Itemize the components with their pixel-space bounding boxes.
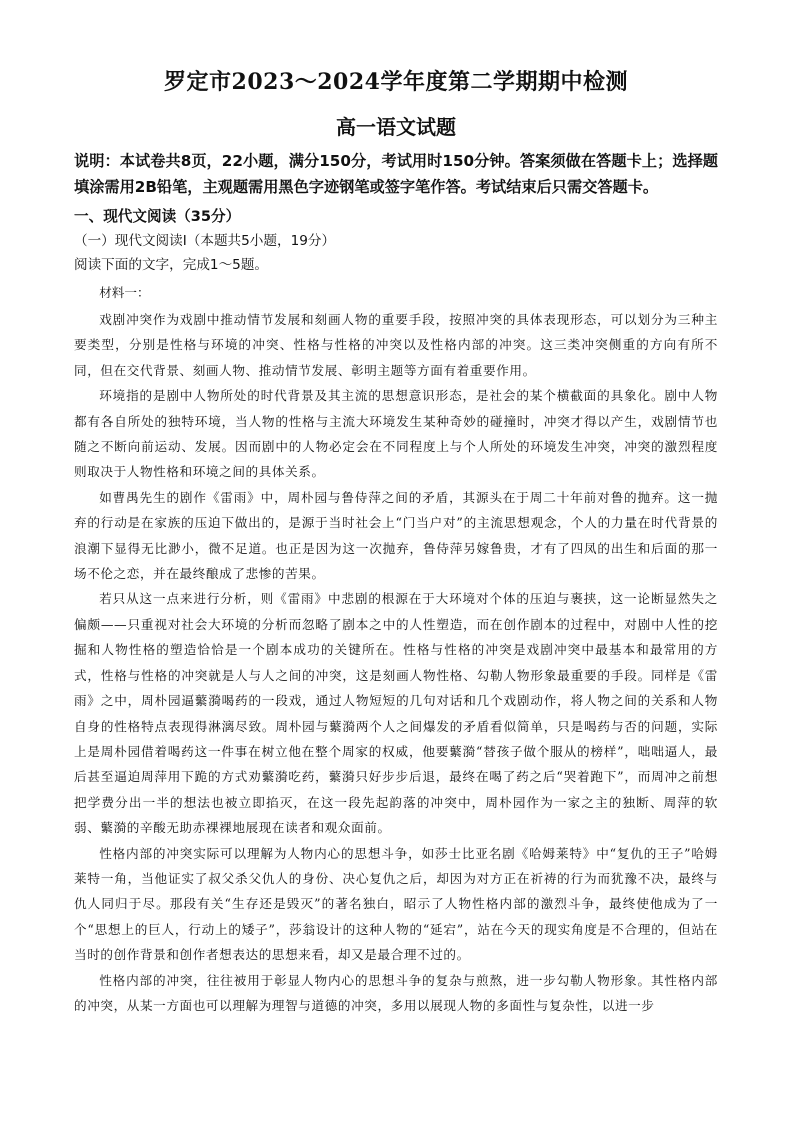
exam-subtitle: 高一语文试题 bbox=[336, 115, 456, 139]
passage-paragraph: 性格内部的冲突，往往被用于彰显人物内心的思想斗争的复杂与煎熬，进一步勾勒人物形象。其性格内部的冲突，从某一方面也可以理解为理智与道德的冲突，多用以展现人物的多面性与复杂性，以进一步 bbox=[74, 972, 718, 1013]
passage-paragraph: 如曹禺先生的剧作《雷雨》中，周朴园与鲁侍萍之间的矛盾，其源头在于周二十年前对鲁的抛弃。这一抛弃的行动是在家族的压迫下做出的，是源于当时社会上“门当户对”的主流思想观念，个人的力量在时代背景的浪潮下显得无比渺小，微不足道。也正是因为这一次抛弃，鲁侍萍另嫁鲁贵，才有了四凤的出生和后面的那一场不伦之恋，并在最终酿成了悲惨的苦果。 bbox=[74, 489, 718, 582]
exam-notice: 说明：本试卷共8页，22小题，满分150分，考试用时150分钟。答案须做在答题卡上；选择题填涂需用2B铅笔，主观题需用黑色字迹钢笔或签字笔作答。考试结束后只需交答题卡。 bbox=[74, 152, 718, 196]
passage-paragraph: 环境指的是剧中人物所处的时代背景及其主流的思想意识形态，是社会的某个横截面的具象化。剧中人物都有各自所处的独特环境，当人物的性格与主流大环境发生某种奇妙的碰撞时，冲突才得以产生，戏剧情节也随之不断向前运动、发展。因而剧中的人物必定会在不同程度上与个人所处的环境发生冲突，冲突的激烈程度则取决于人物性格和环境之间的具体关系。 bbox=[74, 388, 718, 480]
material-label: 材料一： bbox=[99, 285, 150, 300]
reading-instruction: 阅读下面的文字，完成1～5题。 bbox=[74, 257, 269, 273]
subsection-title: （一）现代文阅读Ⅰ（本题共5小题，19分） bbox=[74, 233, 336, 249]
passage-paragraph: 若只从这一点来进行分析，则《雷雨》中悲剧的根源在于大环境对个体的压迫与裹挟，这一论断显然失之偏颇——只重视对社会大环境的分析而忽略了剧本之中的人性塑造，而在创作剧本的过程中，对剧中人性的挖掘和人物性格的塑造恰恰是一个剧本成功的关键所在。性格与性格的冲突是戏剧冲突中最基本和最常用的方式，性格与性格的冲突就是人与人之间的冲突，这是刻画人物性格、勾勒人物形象最重要的手段。同样是《雷雨》之中，周朴园逼蘩漪喝药的一段戏，通过人物短短的几句对话和几个戏剧动作，将人物之间的关系和人物自身的性格特点表现得淋漓尽致。周朴园与蘩漪两个人之间爆发的矛盾看似简单，只是喝药与否的问题，实际上是周朴园借着喝药这一件事在树立他在整个周家的权威，他要蘩漪“替孩子做个服从的榜样”，咄咄逼人，最后甚至逼迫周萍用下跪的方式劝蘩漪吃药，蘩漪只好步步后退，最终在喝了药之后“哭着跑下”，而周冲之前想把学费分出一半的想法也被立即掐灭，在这一段先起韵落的冲突中，周朴园作为一家之主的独断、周萍的软弱、蘩漪的辛酸无助赤裸裸地展现在读者和观众面前。 bbox=[74, 591, 718, 836]
section-title: 一、现代文阅读（35分） bbox=[74, 208, 241, 225]
passage-paragraph: 性格内部的冲突实际可以理解为人物内心的思想斗争，如莎士比亚名剧《哈姆莱特》中“复仇的王子”哈姆莱特一角，当他证实了叔父杀父仇人的身份、决心复仇之后，却因为对方正在祈祷的行为而犹豫不决，最终与仇人同归于尽。那段有关“生存还是毁灭”的著名独白，昭示了人物性格内部的激烈斗争，最终使他成为了一个“思想上的巨人，行动上的矮子”，莎翁设计的这种人物的“延宕”，站在今天的现实角度是不合理的，但站在当时的创作背景和创作者想表达的思想来看，却又是最合理不过的。 bbox=[74, 845, 718, 963]
exam-title: 罗定市2023～2024学年度第二学期期中检测 bbox=[164, 69, 628, 95]
passage-paragraph: 戏剧冲突作为戏剧中推动情节发展和刻画人物的重要手段，按照冲突的具体表现形态，可以划分为三种主要类型，分别是性格与环境的冲突、性格与性格的冲突以及性格内部的冲突。这三类冲突侧重的方向有所不同，但在交代背景、刻画人物、推动情节发展、彰明主题等方面有着重要作用。 bbox=[74, 312, 718, 378]
